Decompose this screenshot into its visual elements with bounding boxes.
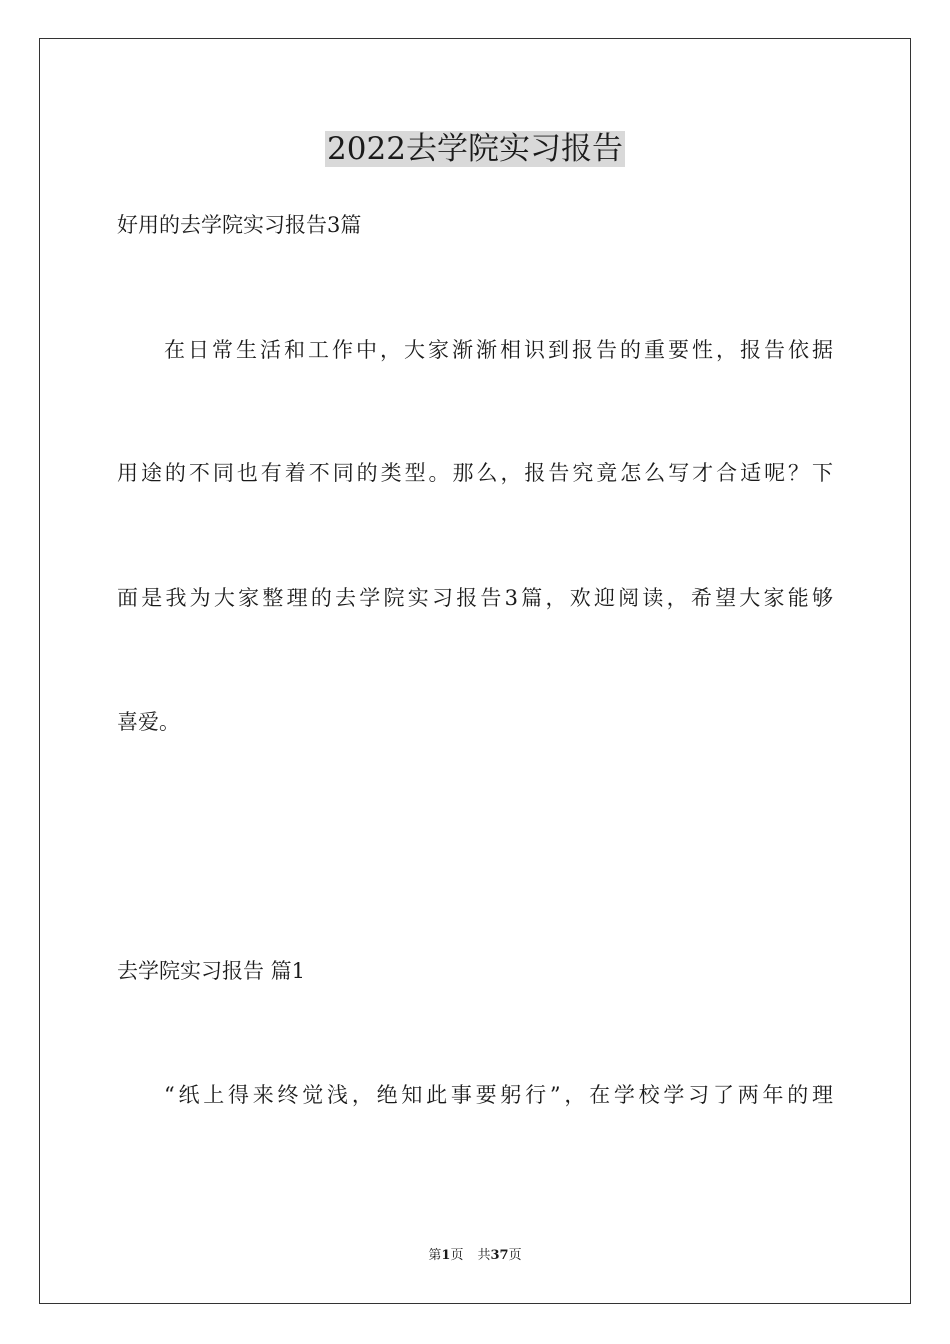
intro-paragraph-line-2: 用途的不同也有着不同的类型。那么，报告究竟怎么写才合适呢？下 [117, 461, 833, 485]
intro-paragraph-line-4: 喜爱。 [117, 710, 180, 734]
document-title [0, 127, 950, 171]
intro-paragraph-line-1: 在日常生活和工作中，大家渐渐相识到报告的重要性，报告依据 [164, 338, 833, 362]
page-footer [0, 1247, 950, 1265]
document-title-text: 2022去学院实习报告 [327, 131, 623, 167]
footer-total-prefix: 共 [477, 1248, 491, 1263]
footer-page-suffix: 页 [450, 1248, 464, 1263]
footer-page-number: 1 [441, 1248, 451, 1263]
footer-total-suffix: 页 [508, 1248, 522, 1263]
footer-page-prefix: 第 [428, 1248, 442, 1263]
section-paragraph-line-1: “纸上得来终觉浅，绝知此事要躬行”，在学校学习了两年的理 [164, 1083, 833, 1107]
document-subtitle: 好用的去学院实习报告3篇 [117, 213, 362, 237]
section-heading: 去学院实习报告 篇1 [117, 959, 306, 983]
intro-paragraph-line-3: 面是我为大家整理的去学院实习报告3篇，欢迎阅读，希望大家能够 [117, 586, 833, 610]
footer-total-pages: 37 [490, 1248, 509, 1263]
